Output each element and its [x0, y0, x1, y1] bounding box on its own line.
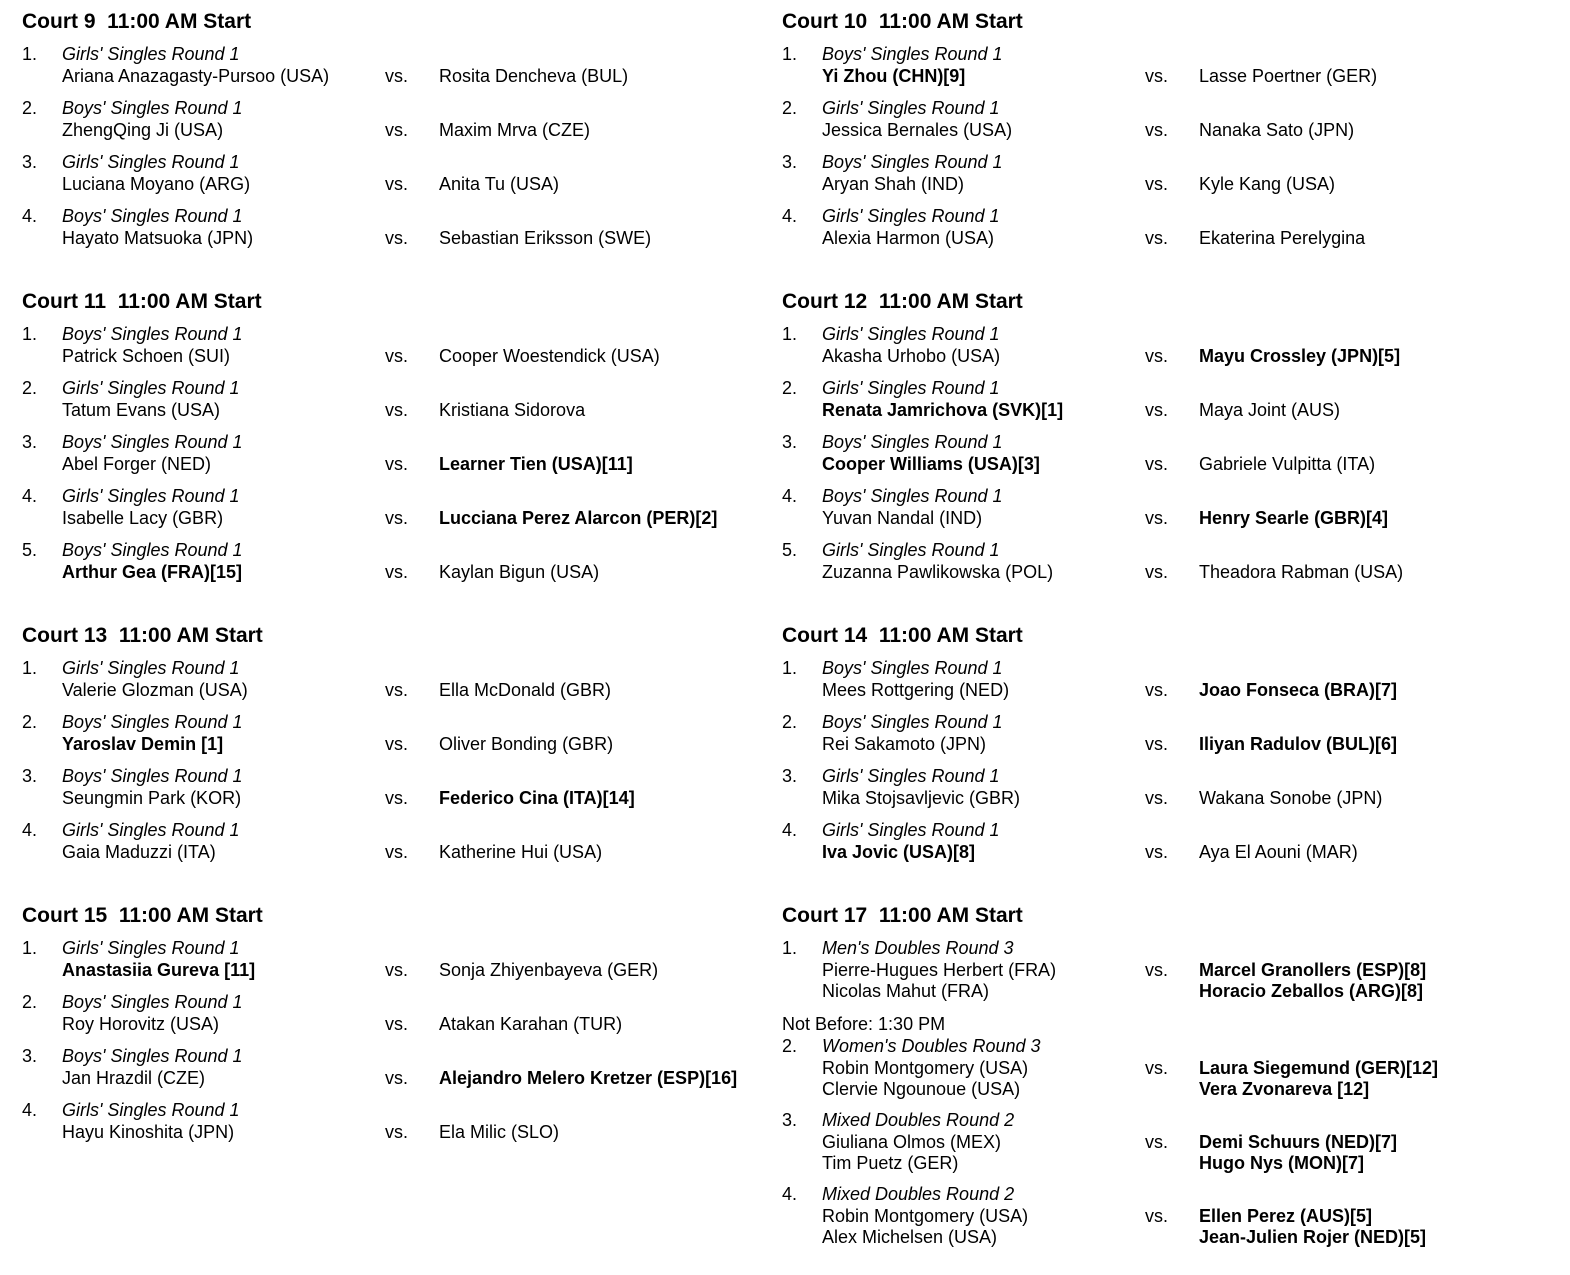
match-number: 1.	[22, 44, 38, 64]
player-left: Iva Jovic (USA)[8]	[822, 842, 976, 862]
match-round: Girls' Singles Round 1	[822, 98, 1000, 118]
match-number: 2.	[782, 98, 798, 118]
player-right: Maya Joint (AUS)	[1199, 400, 1341, 420]
player-left: Luciana Moyano (ARG)	[62, 174, 251, 194]
versus-label: vs.	[1145, 400, 1169, 420]
match-round: Boys' Singles Round 1	[62, 206, 243, 226]
versus-label: vs.	[1145, 960, 1169, 980]
player-left: Tim Puetz (GER)	[822, 1153, 959, 1173]
versus-label: vs.	[385, 174, 409, 194]
match-number: 1.	[782, 44, 798, 64]
court-block	[782, 290, 1542, 582]
player-left: ZhengQing Ji (USA)	[62, 120, 224, 140]
player-right: Marcel Granollers (ESP)[8]	[1199, 960, 1427, 980]
versus-label: vs.	[385, 66, 409, 86]
player-right: Atakan Karahan (TUR)	[439, 1014, 623, 1034]
player-left: Akasha Urhobo (USA)	[822, 346, 1001, 366]
player-right: Kristiana Sidorova	[439, 400, 586, 420]
player-right: Gabriele Vulpitta (ITA)	[1199, 454, 1376, 474]
versus-label: vs.	[1145, 508, 1169, 528]
match-number: 4.	[22, 1100, 38, 1120]
player-right: Lasse Poertner (GER)	[1199, 66, 1378, 86]
court-block	[782, 624, 1542, 862]
match-number: 4.	[782, 1184, 798, 1204]
match-number: 3.	[22, 766, 38, 786]
versus-label: vs.	[385, 228, 409, 248]
versus-label: vs.	[1145, 842, 1169, 862]
court-title: Court 15 11:00 AM Start	[22, 904, 263, 927]
match-round: Girls' Singles Round 1	[822, 206, 1000, 226]
versus-label: vs.	[385, 562, 409, 582]
player-right: Cooper Woestendick (USA)	[439, 346, 660, 366]
match-number: 5.	[22, 540, 38, 560]
versus-label: vs.	[385, 120, 409, 140]
versus-label: vs.	[385, 454, 409, 474]
versus-label: vs.	[385, 400, 409, 420]
versus-label: vs.	[1145, 1132, 1169, 1152]
player-right: Iliyan Radulov (BUL)[6]	[1199, 734, 1398, 754]
court-title: Court 13 11:00 AM Start	[22, 624, 263, 647]
match-round: Girls' Singles Round 1	[62, 820, 240, 840]
player-right: Federico Cina (ITA)[14]	[439, 788, 635, 808]
player-left: Pierre-Hugues Herbert (FRA)	[822, 960, 1057, 980]
match-number: 3.	[22, 1046, 38, 1066]
versus-label: vs.	[385, 1068, 409, 1088]
court-block	[22, 290, 782, 582]
match-number: 3.	[782, 1110, 798, 1130]
player-left: Gaia Maduzzi (ITA)	[62, 842, 216, 862]
match-round: Boys' Singles Round 1	[62, 540, 243, 560]
match-round: Mixed Doubles Round 2	[822, 1184, 1015, 1204]
player-right: Laura Siegemund (GER)[12]	[1199, 1058, 1439, 1078]
match-number: 4.	[782, 206, 798, 226]
match-number: 1.	[22, 324, 38, 344]
match-round: Girls' Singles Round 1	[62, 486, 240, 506]
player-left: Alexia Harmon (USA)	[822, 228, 995, 248]
court-title: Court 12 11:00 AM Start	[782, 290, 1023, 313]
player-right: Nanaka Sato (JPN)	[1199, 120, 1355, 140]
match-number: 2.	[22, 378, 38, 398]
court-title: Court 10 11:00 AM Start	[782, 10, 1023, 33]
match-round: Boys' Singles Round 1	[62, 712, 243, 732]
match-number: 2.	[22, 98, 38, 118]
match-number: 1.	[782, 658, 798, 678]
player-left: Patrick Schoen (SUI)	[62, 346, 231, 366]
player-right: Ela Milic (SLO)	[439, 1122, 560, 1142]
match-round: Boys' Singles Round 1	[822, 44, 1003, 64]
match-number: 2.	[782, 1036, 798, 1056]
player-left: Rei Sakamoto (JPN)	[822, 734, 987, 754]
player-left: Abel Forger (NED)	[62, 454, 212, 474]
versus-label: vs.	[385, 960, 409, 980]
player-left: Robin Montgomery (USA)	[822, 1058, 1029, 1078]
player-left: Jan Hrazdil (CZE)	[62, 1068, 206, 1088]
versus-label: vs.	[385, 508, 409, 528]
match-round: Girls' Singles Round 1	[62, 44, 240, 64]
match-number: 1.	[22, 938, 38, 958]
match-number: 3.	[782, 152, 798, 172]
match-number: 5.	[782, 540, 798, 560]
player-left: Clervie Ngounoue (USA)	[822, 1079, 1021, 1099]
player-left: Aryan Shah (IND)	[822, 174, 965, 194]
player-right: Oliver Bonding (GBR)	[439, 734, 614, 754]
match-number: 2.	[782, 378, 798, 398]
player-left: Seungmin Park (KOR)	[62, 788, 242, 808]
match-round: Girls' Singles Round 1	[822, 766, 1000, 786]
player-right: Sonja Zhiyenbayeva (GER)	[439, 960, 659, 980]
player-left: Giuliana Olmos (MEX)	[822, 1132, 1002, 1152]
court-block	[22, 10, 782, 248]
match-number: 1.	[782, 324, 798, 344]
match-round: Boys' Singles Round 1	[62, 432, 243, 452]
match-round: Girls' Singles Round 1	[62, 378, 240, 398]
player-right: Lucciana Perez Alarcon (PER)[2]	[439, 508, 718, 528]
player-right: Jean-Julien Rojer (NED)[5]	[1199, 1227, 1427, 1247]
versus-label: vs.	[1145, 174, 1169, 194]
player-left: Arthur Gea (FRA)[15]	[62, 562, 243, 582]
player-right: Alejandro Melero Kretzer (ESP)[16]	[439, 1068, 738, 1088]
player-left: Tatum Evans (USA)	[62, 400, 221, 420]
match-round: Boys' Singles Round 1	[822, 486, 1003, 506]
match-round: Girls' Singles Round 1	[62, 658, 240, 678]
versus-label: vs.	[1145, 680, 1169, 700]
versus-label: vs.	[1145, 454, 1169, 474]
player-right: Wakana Sonobe (JPN)	[1199, 788, 1383, 808]
versus-label: vs.	[385, 788, 409, 808]
player-right: Horacio Zeballos (ARG)[8]	[1199, 981, 1424, 1001]
match-number: 3.	[22, 152, 38, 172]
player-left: Renata Jamrichova (SVK)[1]	[822, 400, 1064, 420]
match-number: 3.	[22, 432, 38, 452]
player-left: Zuzanna Pawlikowska (POL)	[822, 562, 1054, 582]
player-right: Maxim Mrva (CZE)	[439, 120, 590, 140]
versus-label: vs.	[385, 1014, 409, 1034]
versus-label: vs.	[1145, 120, 1169, 140]
player-left: Hayato Matsuoka (JPN)	[62, 228, 254, 248]
match-number: 1.	[22, 658, 38, 678]
match-round: Boys' Singles Round 1	[62, 766, 243, 786]
player-left: Mika Stojsavljevic (GBR)	[822, 788, 1021, 808]
match-number: 4.	[22, 820, 38, 840]
player-right: Kyle Kang (USA)	[1199, 174, 1336, 194]
player-left: Yuvan Nandal (IND)	[822, 508, 983, 528]
player-right: Rosita Dencheva (BUL)	[439, 66, 629, 86]
match-round: Girls' Singles Round 1	[822, 820, 1000, 840]
court-block	[782, 904, 1542, 1247]
versus-label: vs.	[1145, 562, 1169, 582]
match-number: 4.	[22, 206, 38, 226]
versus-label: vs.	[1145, 1058, 1169, 1078]
versus-label: vs.	[385, 842, 409, 862]
match-number: 2.	[22, 712, 38, 732]
player-right: Ekaterina Perelygina	[1199, 228, 1366, 248]
versus-label: vs.	[1145, 734, 1169, 754]
player-right: Ella McDonald (GBR)	[439, 680, 612, 700]
match-number: 3.	[782, 766, 798, 786]
match-round: Boys' Singles Round 1	[62, 992, 243, 1012]
match-round: Boys' Singles Round 1	[822, 658, 1003, 678]
versus-label: vs.	[1145, 346, 1169, 366]
player-right: Katherine Hui (USA)	[439, 842, 603, 862]
player-right: Hugo Nys (MON)[7]	[1199, 1153, 1364, 1173]
player-right: Anita Tu (USA)	[439, 174, 560, 194]
match-round: Boys' Singles Round 1	[62, 98, 243, 118]
match-round: Men's Doubles Round 3	[822, 938, 1014, 958]
match-round: Boys' Singles Round 1	[822, 152, 1003, 172]
not-before-note: Not Before: 1:30 PM	[782, 1014, 946, 1034]
player-left: Mees Rottgering (NED)	[822, 680, 1010, 700]
player-right: Aya El Aouni (MAR)	[1199, 842, 1358, 862]
match-round: Girls' Singles Round 1	[822, 378, 1000, 398]
versus-label: vs.	[385, 1122, 409, 1142]
match-round: Girls' Singles Round 1	[62, 938, 240, 958]
player-left: Yaroslav Demin [1]	[62, 734, 224, 754]
match-number: 2.	[782, 712, 798, 732]
player-right: Demi Schuurs (NED)[7]	[1199, 1132, 1398, 1152]
match-number: 4.	[782, 486, 798, 506]
court-block	[22, 624, 782, 862]
player-left: Cooper Williams (USA)[3]	[822, 454, 1040, 474]
match-number: 4.	[782, 820, 798, 840]
player-left: Roy Horovitz (USA)	[62, 1014, 220, 1034]
player-right: Henry Searle (GBR)[4]	[1199, 508, 1389, 528]
player-left: Anastasiia Gureva [11]	[62, 960, 256, 980]
match-number: 1.	[782, 938, 798, 958]
player-left: Yi Zhou (CHN)[9]	[822, 66, 966, 86]
player-left: Jessica Bernales (USA)	[822, 120, 1013, 140]
court-title: Court 9 11:00 AM Start	[22, 10, 252, 33]
court-block	[22, 904, 782, 1142]
player-left: Isabelle Lacy (GBR)	[62, 508, 224, 528]
versus-label: vs.	[1145, 66, 1169, 86]
player-right: Sebastian Eriksson (SWE)	[439, 228, 652, 248]
player-right: Vera Zvonareva [12]	[1199, 1079, 1370, 1099]
player-left: Alex Michelsen (USA)	[822, 1227, 998, 1247]
match-round: Mixed Doubles Round 2	[822, 1110, 1015, 1130]
court-block	[782, 10, 1542, 248]
player-left: Nicolas Mahut (FRA)	[822, 981, 990, 1001]
match-round: Boys' Singles Round 1	[822, 712, 1003, 732]
match-round: Girls' Singles Round 1	[62, 1100, 240, 1120]
court-title: Court 11 11:00 AM Start	[22, 290, 262, 313]
match-round: Boys' Singles Round 1	[62, 1046, 243, 1066]
versus-label: vs.	[385, 680, 409, 700]
court-title: Court 14 11:00 AM Start	[782, 624, 1023, 647]
player-right: Joao Fonseca (BRA)[7]	[1199, 680, 1398, 700]
player-right: Kaylan Bigun (USA)	[439, 562, 600, 582]
match-round: Women's Doubles Round 3	[822, 1036, 1041, 1056]
versus-label: vs.	[385, 734, 409, 754]
court-title: Court 17 11:00 AM Start	[782, 904, 1023, 927]
match-round: Girls' Singles Round 1	[62, 152, 240, 172]
match-round: Boys' Singles Round 1	[62, 324, 243, 344]
player-left: Ariana Anazagasty-Pursoo (USA)	[62, 66, 330, 86]
match-round: Boys' Singles Round 1	[822, 432, 1003, 452]
versus-label: vs.	[1145, 788, 1169, 808]
player-left: Hayu Kinoshita (JPN)	[62, 1122, 235, 1142]
player-right: Ellen Perez (AUS)[5]	[1199, 1206, 1373, 1226]
player-right: Theadora Rabman (USA)	[1199, 562, 1404, 582]
match-number: 4.	[22, 486, 38, 506]
player-left: Valerie Glozman (USA)	[62, 680, 248, 700]
match-number: 2.	[22, 992, 38, 1012]
player-left: Robin Montgomery (USA)	[822, 1206, 1029, 1226]
versus-label: vs.	[1145, 228, 1169, 248]
match-round: Girls' Singles Round 1	[822, 540, 1000, 560]
match-number: 3.	[782, 432, 798, 452]
player-right: Learner Tien (USA)[11]	[439, 454, 633, 474]
versus-label: vs.	[385, 346, 409, 366]
player-right: Mayu Crossley (JPN)[5]	[1199, 346, 1401, 366]
versus-label: vs.	[1145, 1206, 1169, 1226]
match-round: Girls' Singles Round 1	[822, 324, 1000, 344]
